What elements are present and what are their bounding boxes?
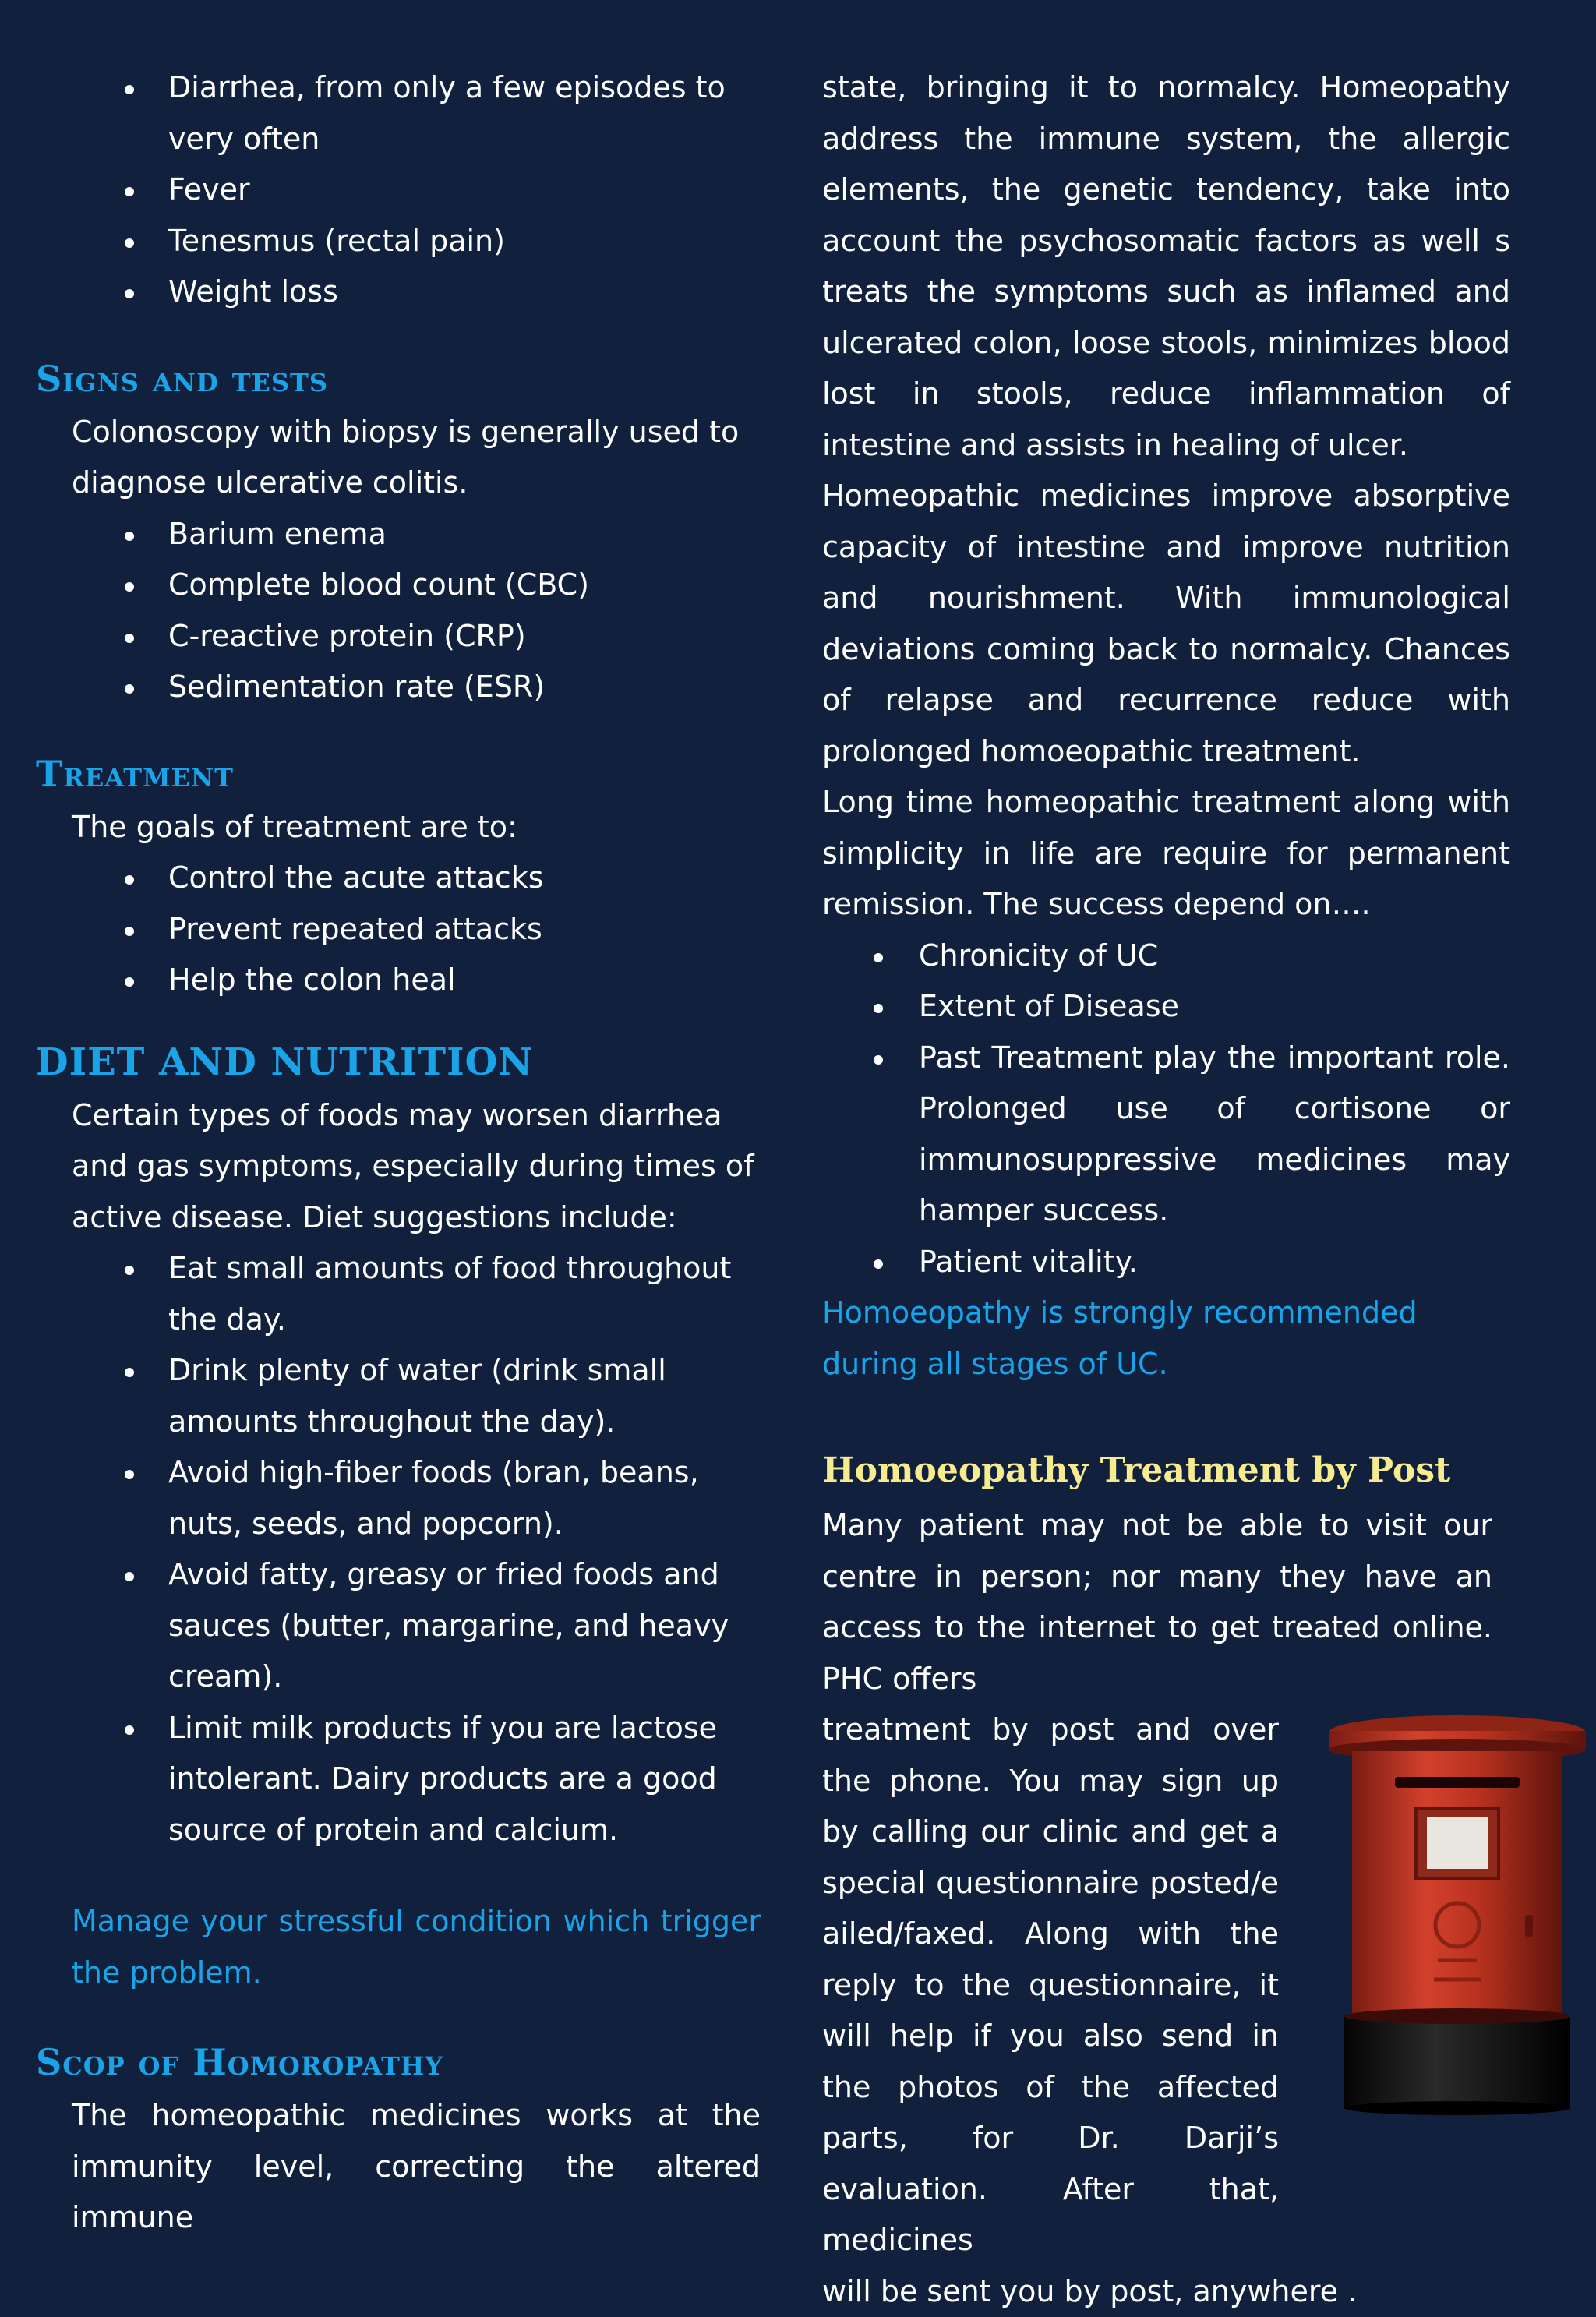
left-column: [36, 62, 761, 2244]
bullet-icon: [125, 238, 134, 248]
stress-note: Manage your stressful condition which trigger the problem.: [36, 1896, 761, 1998]
list-item: Prevent repeated attacks: [168, 904, 761, 955]
bullet-icon: [125, 532, 134, 541]
list-item: Fever: [168, 164, 761, 216]
post-treatment-heading: Homoeopathy Treatment by Post: [822, 1447, 1510, 1494]
list-item: Past Treatment play the important role. Prolonged use of cortisone or immunosuppressive medicines may hamper success.: [919, 1033, 1510, 1237]
right-column: [822, 62, 1510, 2317]
bullet-icon: [125, 684, 134, 694]
symptoms-list: [36, 62, 761, 318]
signs-list: [36, 509, 761, 713]
diet-list: [36, 1243, 761, 1856]
list-item: Sedimentation rate (ESR): [168, 662, 761, 713]
list-item: Tenesmus (rectal pain): [168, 216, 761, 267]
list-item: Drink plenty of water (drink small amounts throughout the day).: [168, 1345, 761, 1447]
success-list: [822, 931, 1510, 1288]
bullet-icon: [125, 1266, 134, 1275]
postbox-icon: [1321, 1711, 1594, 2116]
diet-heading: DIET AND NUTRITION: [36, 1039, 761, 1086]
list-item: Eat small amounts of food throughout the day.: [168, 1243, 761, 1345]
scope-continued: state, bringing it to normalcy. Homeopathy address the immune system, the allergic elements, the genetic tendency, take into account the psychosomatic factors as well s treats the symptoms such as inflamed and ulcerated colon, loose stools, minimizes blood lost in stools, reduce inflammation of intestine and assists in healing of ulcer.: [822, 62, 1510, 471]
bullet-icon: [125, 582, 134, 592]
remission-paragraph: Long time homeopathic treatment along with simplicity in life are require for permanent remission. The success depend on….: [822, 777, 1510, 931]
signs-heading: Signs and tests: [36, 355, 761, 402]
recommendation-note: Homoeopathy is strongly recommended during all stages of UC.: [822, 1287, 1510, 1390]
list-item: Complete blood count (CBC): [168, 560, 761, 611]
bullet-icon: [125, 1725, 134, 1735]
bullet-icon: [874, 1259, 883, 1269]
list-item: Avoid fatty, greasy or fried foods and sauces (butter, margarine, and heavy cream).: [168, 1549, 761, 1703]
bullet-icon: [125, 1368, 134, 1377]
list-item: Limit milk products if you are lactose intolerant. Dairy products are a good source of protein and calcium.: [168, 1703, 761, 1856]
bullet-icon: [874, 953, 883, 962]
bullet-icon: [125, 289, 134, 298]
bullet-icon: [874, 1004, 883, 1013]
treatment-list: [36, 853, 761, 1006]
bullet-icon: [874, 1055, 883, 1065]
bullet-icon: [125, 634, 134, 643]
absorption-paragraph: Homeopathic medicines improve absorptive capacity of intestine and improve nutrition and nourishment. With immunological deviations coming back to normalcy. Chances of relapse and recurrence reduce with prolonged homoeopathic treatment.: [822, 471, 1510, 777]
list-item: C-reactive protein (CRP): [168, 611, 761, 662]
treatment-heading: Treatment: [36, 751, 761, 797]
post-text-intro: Many patient may not be able to visit our centre in person; nor many they have an access to the internet to get treated online. PHC offers: [822, 1500, 1492, 1704]
list-item: Patient vitality.: [919, 1237, 1510, 1288]
list-item: Diarrhea, from only a few episodes to very often: [168, 62, 761, 164]
list-item: Barium enema: [168, 509, 761, 560]
bullet-icon: [125, 927, 134, 936]
signs-intro: Colonoscopy with biopsy is generally used to diagnose ulcerative colitis.: [36, 407, 761, 509]
diet-intro: Certain types of foods may worsen diarrhea and gas symptoms, especially during times of active disease. Diet suggestions include:: [36, 1090, 761, 1244]
treatment-intro: The goals of treatment are to:: [36, 802, 761, 853]
post-text-end: will be sent you by post, anywhere .: [822, 2266, 1510, 2317]
bullet-icon: [125, 85, 134, 94]
list-item: Help the colon heal: [168, 955, 761, 1006]
list-item: Avoid high-fiber foods (bran, beans, nuts, seeds, and popcorn).: [168, 1447, 761, 1549]
list-item: Extent of Disease: [919, 981, 1510, 1033]
scope-heading: Scop of Homoropathy: [36, 2039, 761, 2086]
scope-text-start: The homeopathic medicines works at the immunity level, correcting the altered immune: [36, 2090, 761, 2244]
bullet-icon: [125, 1572, 134, 1581]
list-item: Control the acute attacks: [168, 853, 761, 904]
list-item: Chronicity of UC: [919, 931, 1510, 982]
bullet-icon: [125, 1470, 134, 1479]
bullet-icon: [125, 977, 134, 987]
list-item: Weight loss: [168, 267, 761, 318]
bullet-icon: [125, 875, 134, 885]
post-treatment-section: [822, 1500, 1510, 2317]
post-text-body: treatment by post and over the phone. You may sign up by calling our clinic and get a special questionnaire posted/e ailed/faxed. Along with the reply to the questionnaire, it will help if you also send in the photos of the affected parts, for Dr. Darji’s evaluation. After that, medicines: [822, 1704, 1279, 2266]
bullet-icon: [125, 187, 134, 196]
